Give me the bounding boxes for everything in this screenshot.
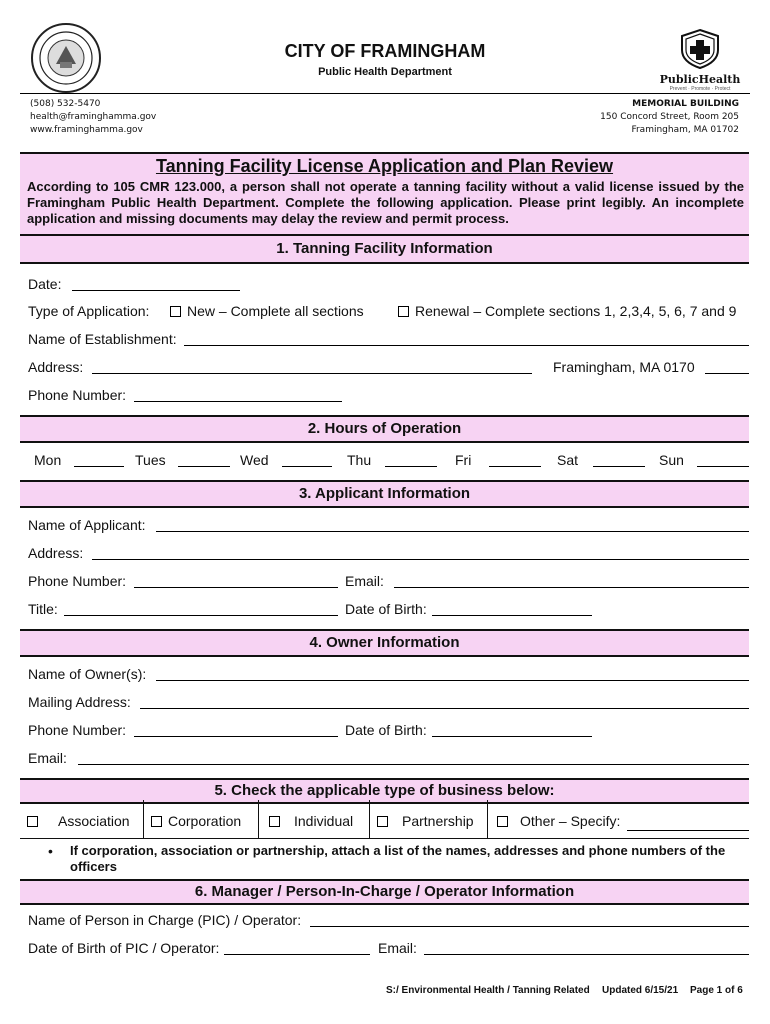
- owner-email-field[interactable]: [78, 764, 749, 765]
- department-name: Public Health Department: [318, 66, 452, 78]
- contact-email[interactable]: health@framinghamma.gov: [30, 112, 157, 122]
- day-tues-field[interactable]: [178, 466, 230, 467]
- day-mon-field[interactable]: [74, 466, 124, 467]
- owner-name-label: Name of Owner(s):: [28, 666, 147, 682]
- individual-checkbox[interactable]: [269, 816, 280, 827]
- officers-note-bullet: •: [48, 843, 53, 859]
- owner-name-field[interactable]: [156, 680, 749, 681]
- pic-name-field[interactable]: [310, 926, 749, 927]
- business-divider-1: [143, 800, 144, 838]
- applicant-email-field[interactable]: [394, 587, 749, 588]
- section-1-header: 1. Tanning Facility Information: [20, 234, 749, 264]
- day-mon-label: Mon: [34, 452, 62, 468]
- business-other-option[interactable]: [497, 813, 620, 829]
- day-sun-label: Sun: [659, 452, 684, 468]
- renewal-checkbox[interactable]: [398, 306, 409, 317]
- day-fri-label: Fri: [455, 452, 472, 468]
- association-label: Association: [58, 813, 130, 829]
- day-wed-field[interactable]: [282, 466, 332, 467]
- city-state-label: Framingham, MA 0170: [553, 359, 695, 375]
- corporation-label: Corporation: [168, 813, 242, 829]
- association-checkbox[interactable]: [27, 816, 38, 827]
- day-sun-field[interactable]: [697, 466, 749, 467]
- owner-phone-field[interactable]: [134, 736, 338, 737]
- day-sat-label: Sat: [557, 452, 579, 468]
- business-association-option[interactable]: [27, 813, 130, 829]
- applicant-address-field[interactable]: [92, 559, 749, 560]
- building-street: 150 Concord Street, Room 205: [600, 112, 739, 122]
- phone-label: Phone Number:: [28, 387, 127, 403]
- pic-email-field[interactable]: [424, 954, 749, 955]
- applicant-phone-label: Phone Number:: [28, 573, 127, 589]
- applicant-title-label: Title:: [28, 601, 58, 617]
- header-divider: [20, 93, 750, 94]
- owner-mailing-label: Mailing Address:: [28, 694, 131, 710]
- applicant-dob-field[interactable]: [432, 615, 592, 616]
- day-wed-label: Wed: [240, 452, 269, 468]
- application-type-label: Type of Application:: [28, 303, 150, 319]
- section-3-header: 3. Applicant Information: [20, 480, 749, 508]
- other-specify-field[interactable]: [627, 830, 749, 831]
- city-title: CITY OF FRAMINGHAM: [284, 41, 486, 61]
- renewal-application-option[interactable]: [398, 303, 736, 319]
- phone-field[interactable]: [134, 401, 342, 402]
- pic-dob-label: Date of Birth of PIC / Operator:: [28, 940, 220, 956]
- individual-label: Individual: [294, 813, 354, 829]
- contact-website[interactable]: www.framinghamma.gov: [30, 125, 143, 135]
- address-label: Address:: [28, 359, 84, 375]
- business-individual-option[interactable]: [269, 813, 353, 829]
- city-seal: [30, 22, 102, 94]
- zip-field[interactable]: [705, 373, 749, 374]
- form-intro: According to 105 CMR 123.000, a person shall not operate a tanning facility without a valid license issued by the Framingham Public Health Department. Complete the following application. Please print legibly. An incomplete application and missing documents may delay the review and permit process.: [27, 179, 744, 226]
- section-5-header: 5. Check the applicable type of business below:: [20, 778, 749, 804]
- business-divider-4: [487, 800, 488, 838]
- section-6-header: 6. Manager / Person-In-Charge / Operator Information: [20, 879, 749, 905]
- owner-mailing-field[interactable]: [140, 708, 749, 709]
- new-option-label: New – Complete all sections: [187, 303, 364, 319]
- establishment-name-label: Name of Establishment:: [28, 331, 177, 347]
- owner-dob-label: Date of Birth:: [345, 722, 427, 738]
- corporation-checkbox[interactable]: [151, 816, 162, 827]
- business-partnership-option[interactable]: [377, 813, 474, 829]
- building-city: Framingham, MA 01702: [631, 125, 739, 135]
- applicant-phone-field[interactable]: [134, 587, 338, 588]
- partnership-label: Partnership: [402, 813, 474, 829]
- owner-dob-field[interactable]: [432, 736, 592, 737]
- applicant-title-field[interactable]: [64, 615, 338, 616]
- business-divider-3: [369, 800, 370, 838]
- business-corporation-option[interactable]: [151, 813, 241, 829]
- date-field[interactable]: [72, 290, 240, 291]
- day-thu-field[interactable]: [385, 466, 437, 467]
- footer-updated: Updated 6/15/21: [602, 985, 679, 996]
- form-title: Tanning Facility License Application and Plan Review: [155, 156, 614, 176]
- partnership-checkbox[interactable]: [377, 816, 388, 827]
- owner-email-label: Email:: [28, 750, 67, 766]
- other-label: Other – Specify:: [520, 813, 621, 829]
- applicant-dob-label: Date of Birth:: [345, 601, 427, 617]
- section-2-header: 2. Hours of Operation: [20, 415, 749, 443]
- renewal-option-label: Renewal – Complete sections 1, 2,3,4, 5, 6, 7 and 9: [415, 303, 737, 319]
- owner-phone-label: Phone Number:: [28, 722, 127, 738]
- new-checkbox[interactable]: [170, 306, 181, 317]
- pic-dob-field[interactable]: [224, 954, 370, 955]
- public-health-logo-tagline: Prevent · Promote · Protect: [669, 86, 731, 92]
- public-health-logo-text: PublicHealth: [659, 73, 741, 86]
- day-tues-label: Tues: [135, 452, 166, 468]
- applicant-name-label: Name of Applicant:: [28, 517, 146, 533]
- day-fri-field[interactable]: [489, 466, 541, 467]
- contact-phone: (508) 532-5470: [30, 99, 101, 109]
- pic-name-label: Name of Person in Charge (PIC) / Operator:: [28, 912, 302, 928]
- footer-path: S:/ Environmental Health / Tanning Related: [386, 985, 590, 996]
- applicant-email-label: Email:: [345, 573, 384, 589]
- business-divider-2: [258, 800, 259, 838]
- day-sat-field[interactable]: [593, 466, 645, 467]
- establishment-name-field[interactable]: [184, 345, 749, 346]
- other-checkbox[interactable]: [497, 816, 508, 827]
- applicant-address-label: Address:: [28, 545, 84, 561]
- address-field[interactable]: [92, 373, 532, 374]
- section-4-header: 4. Owner Information: [20, 629, 749, 657]
- new-application-option[interactable]: [170, 303, 364, 319]
- day-thu-label: Thu: [347, 452, 372, 468]
- date-label: Date:: [28, 276, 62, 292]
- pic-email-label: Email:: [378, 940, 417, 956]
- officers-note: If corporation, association or partnership, attach a list of the names, addresses and phone numbers of the officers: [70, 843, 726, 874]
- building-name: MEMORIAL BUILDING: [632, 99, 739, 109]
- applicant-name-field[interactable]: [156, 531, 749, 532]
- footer-page: Page 1 of 6: [690, 985, 743, 996]
